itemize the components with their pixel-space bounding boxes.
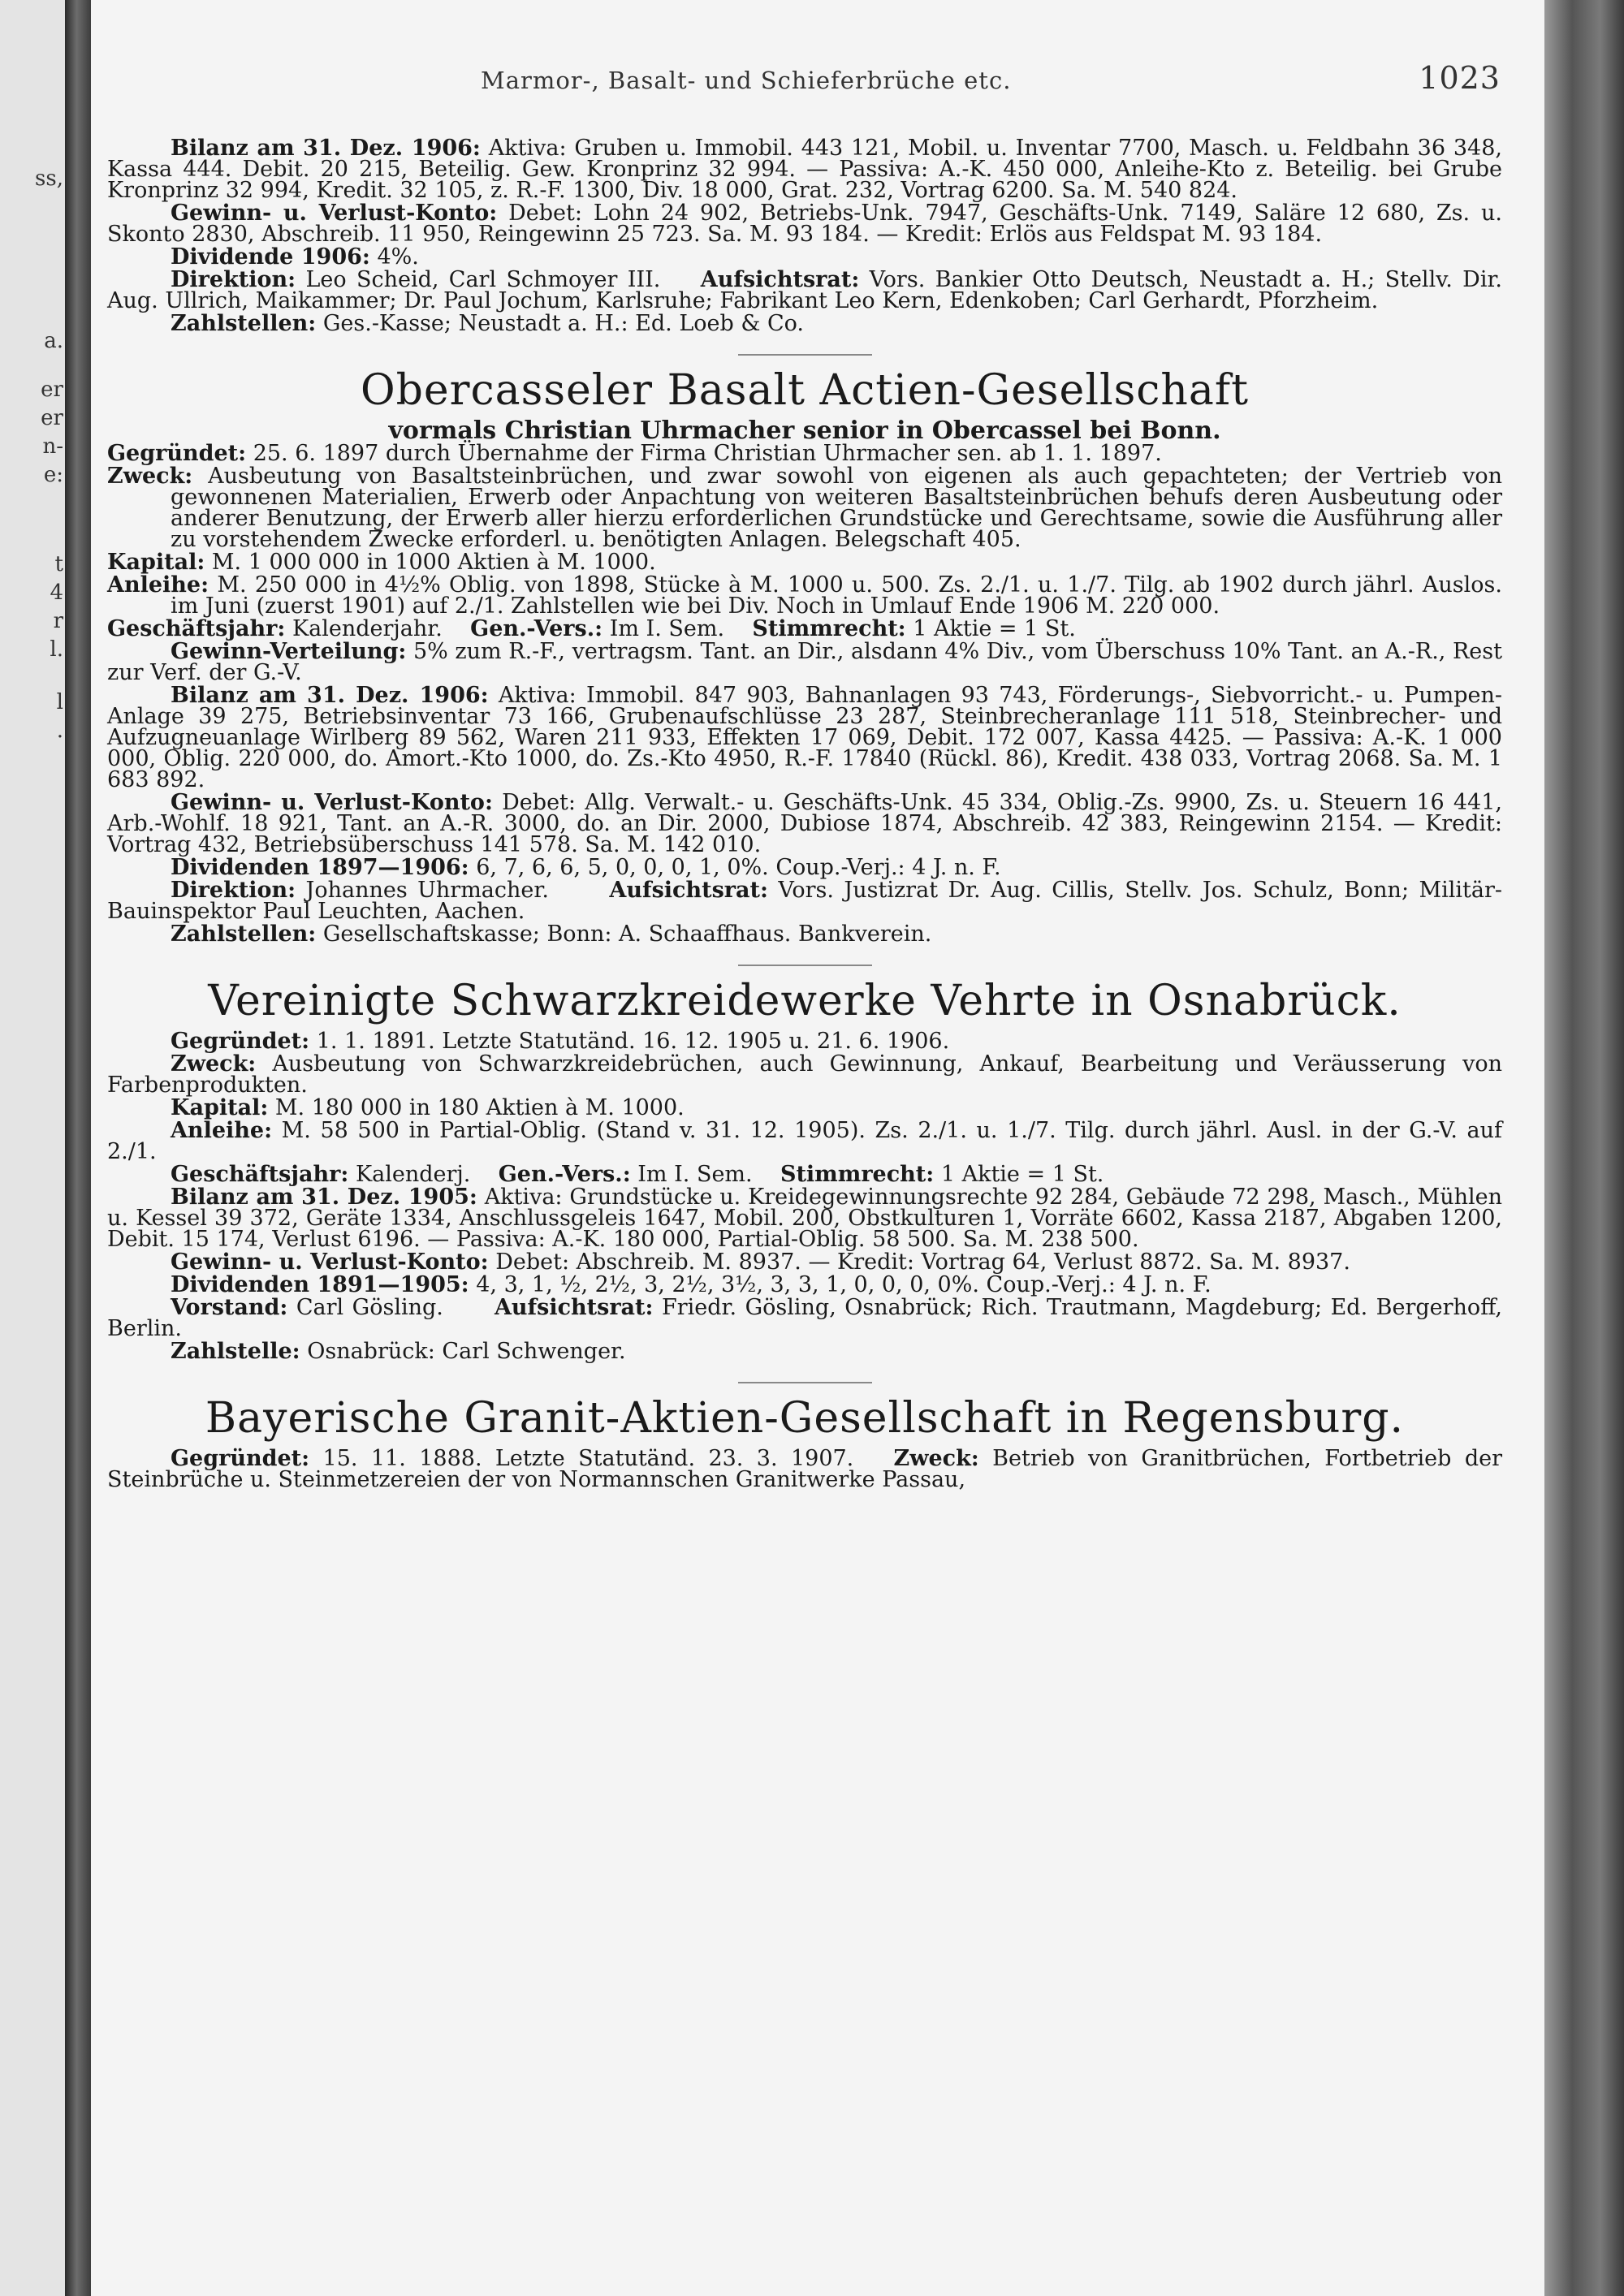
- kapital-text: M. 180 000 in 180 Aktien à M. 1000.: [274, 1095, 685, 1120]
- gewinn-verteilung-text: 5% zum R.-F., vertragsm. Tant. an Dir., alsdann 4% Div., vom Überschuss 10% Tant. an A.-R., Rest zur Verf. der G.-V.: [107, 639, 1502, 685]
- geschaeftsjahr-text: Kalenderj.: [355, 1162, 471, 1187]
- book-gutter: [65, 0, 91, 2296]
- geschaeftsjahr-text: Kalenderjahr.: [292, 616, 443, 641]
- aufsichtsrat-label: Aufsichtsrat:: [700, 267, 860, 292]
- page-edge-shadow: [1544, 0, 1624, 2296]
- gen-vers-text: Im I. Sem.: [637, 1162, 753, 1187]
- book-page: [91, 0, 1544, 2296]
- vorstand-label: Vorstand:: [171, 1295, 288, 1320]
- zweck-text: Ausbeutung von Basaltsteinbrüchen, und zwar sowohl von eigenen als auch gepachteten; der Vertrieb von gewonnenen Materialien, Erwerb oder Anpachtung von weiteren Basaltsteinbrüchen behufs deren Ausbeutung oder anderer Benutzung, der Erwerb aller hierzu erforderlichen Grundstücke und Gerechtsame, sowie die Ausführung aller zu vorstehendem Zwecke erforderl. u. benötigten Anlagen. Belegschaft 405.: [171, 464, 1502, 552]
- dividenden-text: 6, 7, 6, 6, 5, 0, 0, 0, 1, 0%. Coup.-Verj.: 4 J. n. F.: [476, 855, 1001, 880]
- gegruendet-label: Gegründet:: [107, 441, 247, 466]
- stimmrecht-text: 1 Aktie = 1 St.: [940, 1162, 1104, 1187]
- page-body: [107, 138, 1502, 1492]
- aufsichtsrat-text: Vors. Bankier Otto Deutsch, Neustadt a. H.; Stellv. Dir. Aug. Ullrich, Maikammer; Dr. Paul Jochum, Karlsruhe; Fabrikant Leo Kern, Edenkoben; Carl Gerhardt, Pforzheim.: [107, 267, 1502, 313]
- margin-fragment: n-: [42, 434, 63, 459]
- section-divider: [738, 354, 872, 356]
- geschaeftsjahr-label: Geschäftsjahr:: [171, 1162, 349, 1187]
- guv-label: Gewinn- u. Verlust-Konto:: [171, 1249, 489, 1275]
- section-divider: [738, 1382, 872, 1383]
- guv-label: Gewinn- u. Verlust-Konto:: [171, 790, 493, 815]
- guv-text: Debet: Abschreib. M. 8937. — Kredit: Vortrag 64, Verlust 8872. Sa. M. 8937.: [495, 1249, 1350, 1275]
- entry-title: Obercasseler Basalt Actien-Gesellschaft: [360, 366, 1250, 415]
- anleihe-label: Anleihe:: [107, 572, 209, 598]
- bilanz-text: Aktiva: Grundstücke u. Kreidegewinnungsrechte 92 284, Gebäude 72 298, Masch., Mühlen u. Kessel 39 372, Geräte 1334, Anschlussgeleis 1647, Mobil. 200, Obstkulturen 1, Vorräte 6602, Kassa 2187, Abgaben 1200, Debit. 15 174, Verlust 6196. — Passiva: A.-K. 180 000, Partial-Oblig. 58 500. Sa. M. 238 500.: [107, 1185, 1503, 1252]
- entry-subtitle: vormals Christian Uhrmacher senior in Obercassel bei Bonn.: [388, 416, 1221, 445]
- gegruendet-label: Gegründet:: [171, 1446, 310, 1471]
- zweck-text: Ausbeutung von Schwarzkreidebrüchen, auch Gewinnung, Ankauf, Bearbeitung und Veräusserung von Farbenprodukten.: [107, 1051, 1502, 1098]
- zahlstellen-label: Zahlstellen:: [171, 921, 317, 947]
- margin-fragment: r: [53, 609, 63, 633]
- kapital-label: Kapital:: [171, 1095, 269, 1120]
- anleihe-label: Anleihe:: [171, 1118, 273, 1143]
- entry-vehrte: [107, 976, 1502, 1362]
- zweck-text: Betrieb von Granitbrüchen, Fortbetrieb der Steinbrüche u. Steinmetzereien der von Normannschen Granitwerke Passau,: [107, 1446, 1503, 1492]
- running-title: Marmor-, Basalt- und Schieferbrüche etc.: [481, 67, 1012, 94]
- running-header: [91, 60, 1544, 99]
- bilanz-label: Bilanz am 31. Dez. 1906:: [171, 683, 489, 708]
- entry-regensburg: [107, 1393, 1502, 1491]
- stimmrecht-label: Stimmrecht:: [780, 1162, 935, 1187]
- gen-vers-label: Gen.-Vers.:: [498, 1162, 631, 1187]
- aufsichtsrat-text: Vors. Justizrat Dr. Aug. Cillis, Stellv. Jos. Schulz, Bonn; Militär-Bauinspektor Paul Leuchten, Aachen.: [107, 878, 1502, 924]
- zahlstelle-text: Osnabrück: Carl Schwenger.: [307, 1339, 626, 1364]
- zahlstellen-text: Gesellschaftskasse; Bonn: A. Schaaffhaus. Bankverein.: [322, 921, 932, 947]
- gewinn-verteilung-label: Gewinn-Verteilung:: [171, 639, 407, 664]
- margin-fragment: er: [41, 406, 63, 430]
- gen-vers-text: Im I. Sem.: [609, 616, 725, 641]
- dividenden-text: 4, 3, 1, ½, 2½, 3, 2½, 3½, 3, 3, 1, 0, 0, 0, 0%. Coup.-Verj.: 4 J. n. F.: [476, 1272, 1212, 1297]
- bilanz-label: Bilanz am 31. Dez. 1905:: [171, 1185, 477, 1210]
- direktion-text: Leo Scheid, Carl Schmoyer III.: [305, 267, 661, 292]
- aufsichtsrat-text: Friedr. Gösling, Osnabrück; Rich. Trautmann, Magdeburg; Ed. Bergerhoff, Berlin.: [107, 1295, 1502, 1341]
- anleihe-text: M. 58 500 in Partial-Oblig. (Stand v. 31. 12. 1905). Zs. 2./1. u. 1./7. Tilg. durch jährl. Ausl. in der G.-V. auf 2./1.: [107, 1118, 1502, 1164]
- entry-continued: [107, 138, 1502, 334]
- adjacent-page-edge: [0, 0, 65, 2296]
- margin-fragment: er: [41, 378, 63, 402]
- page-number: 1023: [1419, 60, 1501, 96]
- margin-fragment: l.: [50, 637, 63, 662]
- vorstand-text: Carl Gösling.: [296, 1295, 443, 1320]
- aufsichtsrat-label: Aufsichtsrat:: [494, 1295, 654, 1320]
- zahlstelle-label: Zahlstelle:: [171, 1339, 300, 1364]
- margin-fragment: e:: [43, 463, 63, 487]
- direktion-label: Direktion:: [171, 267, 296, 292]
- entry-obercasseler: [107, 365, 1502, 945]
- section-divider: [738, 965, 872, 966]
- margin-fragment: a.: [44, 329, 63, 353]
- dividende-label: Dividende 1906:: [171, 244, 370, 270]
- margin-fragment: .: [56, 719, 63, 743]
- direktion-text: Johannes Uhrmacher.: [305, 878, 549, 903]
- direktion-label: Direktion:: [171, 878, 296, 903]
- bilanz-text: Aktiva: Gruben u. Immobil. 443 121, Mobil. u. Inventar 7700, Masch. u. Feldbahn 36 348, Kassa 444. Debit. 20 215, Beteilig. Gew. Kronprinz 32 994. — Passiva: A.-K. 450 000, Anleihe-Kto z. Beteilig. bei Grube Kronprinz 32 994, Kredit. 32 105, z. R.-F. 1300, Div. 18 000, Grat. 232, Vortrag 6200. Sa. M. 540 824.: [107, 136, 1502, 203]
- bilanz-text: Aktiva: Immobil. 847 903, Bahnanlagen 93 743, Förderungs-, Siebvorricht.- u. Pumpen-Anlage 39 275, Betriebsinventar 73 166, Grubenaufschlüsse 23 287, Steinbrecheranlage 111 518, Steinbrecher- und Aufzugneuanlage Wirlberg 89 562, Waren 211 933, Effekten 17 069, Debit. 172 007, Kassa 4425. — Passiva: A.-K. 1 000 000, Oblig. 220 000, do. Amort.-Kto 1000, do. Zs.-Kto 4950, R.-F. 17840 (Rückl. 86), Kredit. 438 033, Vortrag 2068. Sa. M. 1 683 892.: [107, 683, 1502, 792]
- dividenden-label: Dividenden 1897—1906:: [171, 855, 469, 880]
- entry-title: Bayerische Granit-Aktien-Gesellschaft in Regensburg.: [205, 1394, 1405, 1443]
- margin-fragment: ss,: [35, 166, 63, 191]
- gegruendet-text: 25. 6. 1897 durch Übernahme der Firma Christian Uhrmacher sen. ab 1. 1. 1897.: [253, 441, 1162, 466]
- margin-fragment: t: [54, 552, 63, 576]
- gegruendet-text: 1. 1. 1891. Letzte Statutänd. 16. 12. 1905 u. 21. 6. 1906.: [316, 1029, 950, 1054]
- entry-title: Vereinigte Schwarzkreidewerke Vehrte in Osnabrück.: [208, 977, 1402, 1025]
- kapital-text: M. 1 000 000 in 1000 Aktien à M. 1000.: [211, 550, 656, 575]
- zahlstellen-text: Ges.-Kasse; Neustadt a. H.: Ed. Loeb & Co.: [322, 311, 804, 336]
- gen-vers-label: Gen.-Vers.:: [470, 616, 603, 641]
- bilanz-label: Bilanz am 31. Dez. 1906:: [171, 136, 481, 161]
- kapital-label: Kapital:: [107, 550, 205, 575]
- zweck-label: Zweck:: [893, 1446, 979, 1471]
- stimmrecht-text: 1 Aktie = 1 St.: [913, 616, 1076, 641]
- geschaeftsjahr-label: Geschäftsjahr:: [107, 616, 286, 641]
- margin-fragment: 4: [50, 580, 63, 605]
- dividenden-label: Dividenden 1891—1905:: [171, 1272, 469, 1297]
- gegruendet-text: 15. 11. 1888. Letzte Statutänd. 23. 3. 1907.: [322, 1446, 854, 1471]
- aufsichtsrat-label: Aufsichtsrat:: [609, 878, 768, 903]
- anleihe-text: M. 250 000 in 4½% Oblig. von 1898, Stücke à M. 1000 u. 500. Zs. 2./1. u. 1./7. Tilg. ab 1902 durch jährl. Auslos. im Juni (zuerst 1901) auf 2./1. Zahlstellen wie bei Div. Noch in Umlauf Ende 1906 M. 220 000.: [171, 572, 1502, 619]
- margin-fragment: l: [56, 690, 63, 714]
- stimmrecht-label: Stimmrecht:: [752, 616, 906, 641]
- zahlstellen-label: Zahlstellen:: [171, 311, 317, 336]
- guv-text: Debet: Allg. Verwalt.- u. Geschäfts-Unk. 45 334, Oblig.-Zs. 9900, Zs. u. Steuern 16 441, Arb.-Wohlf. 18 921, Tant. an A.-R. 3000, do. an Dir. 2000, Dubiose 1874, Abschreib. 42 383, Reingewinn 2154. — Kredit: Vortrag 432, Betriebsüberschuss 141 578. Sa. M. 142 010.: [107, 790, 1502, 857]
- zweck-label: Zweck:: [107, 464, 193, 489]
- guv-label: Gewinn- u. Verlust-Konto:: [171, 201, 498, 226]
- gegruendet-label: Gegründet:: [171, 1029, 310, 1054]
- zweck-label: Zweck:: [171, 1051, 257, 1077]
- dividende-text: 4%.: [377, 244, 419, 270]
- guv-text: Debet: Lohn 24 902, Betriebs-Unk. 7947, Geschäfts-Unk. 7149, Saläre 12 680, Zs. u. Skonto 2830, Abschreib. 11 950, Reingewinn 25 723. Sa. M. 93 184. — Kredit: Erlös aus Feldspat M. 93 184.: [107, 201, 1502, 247]
